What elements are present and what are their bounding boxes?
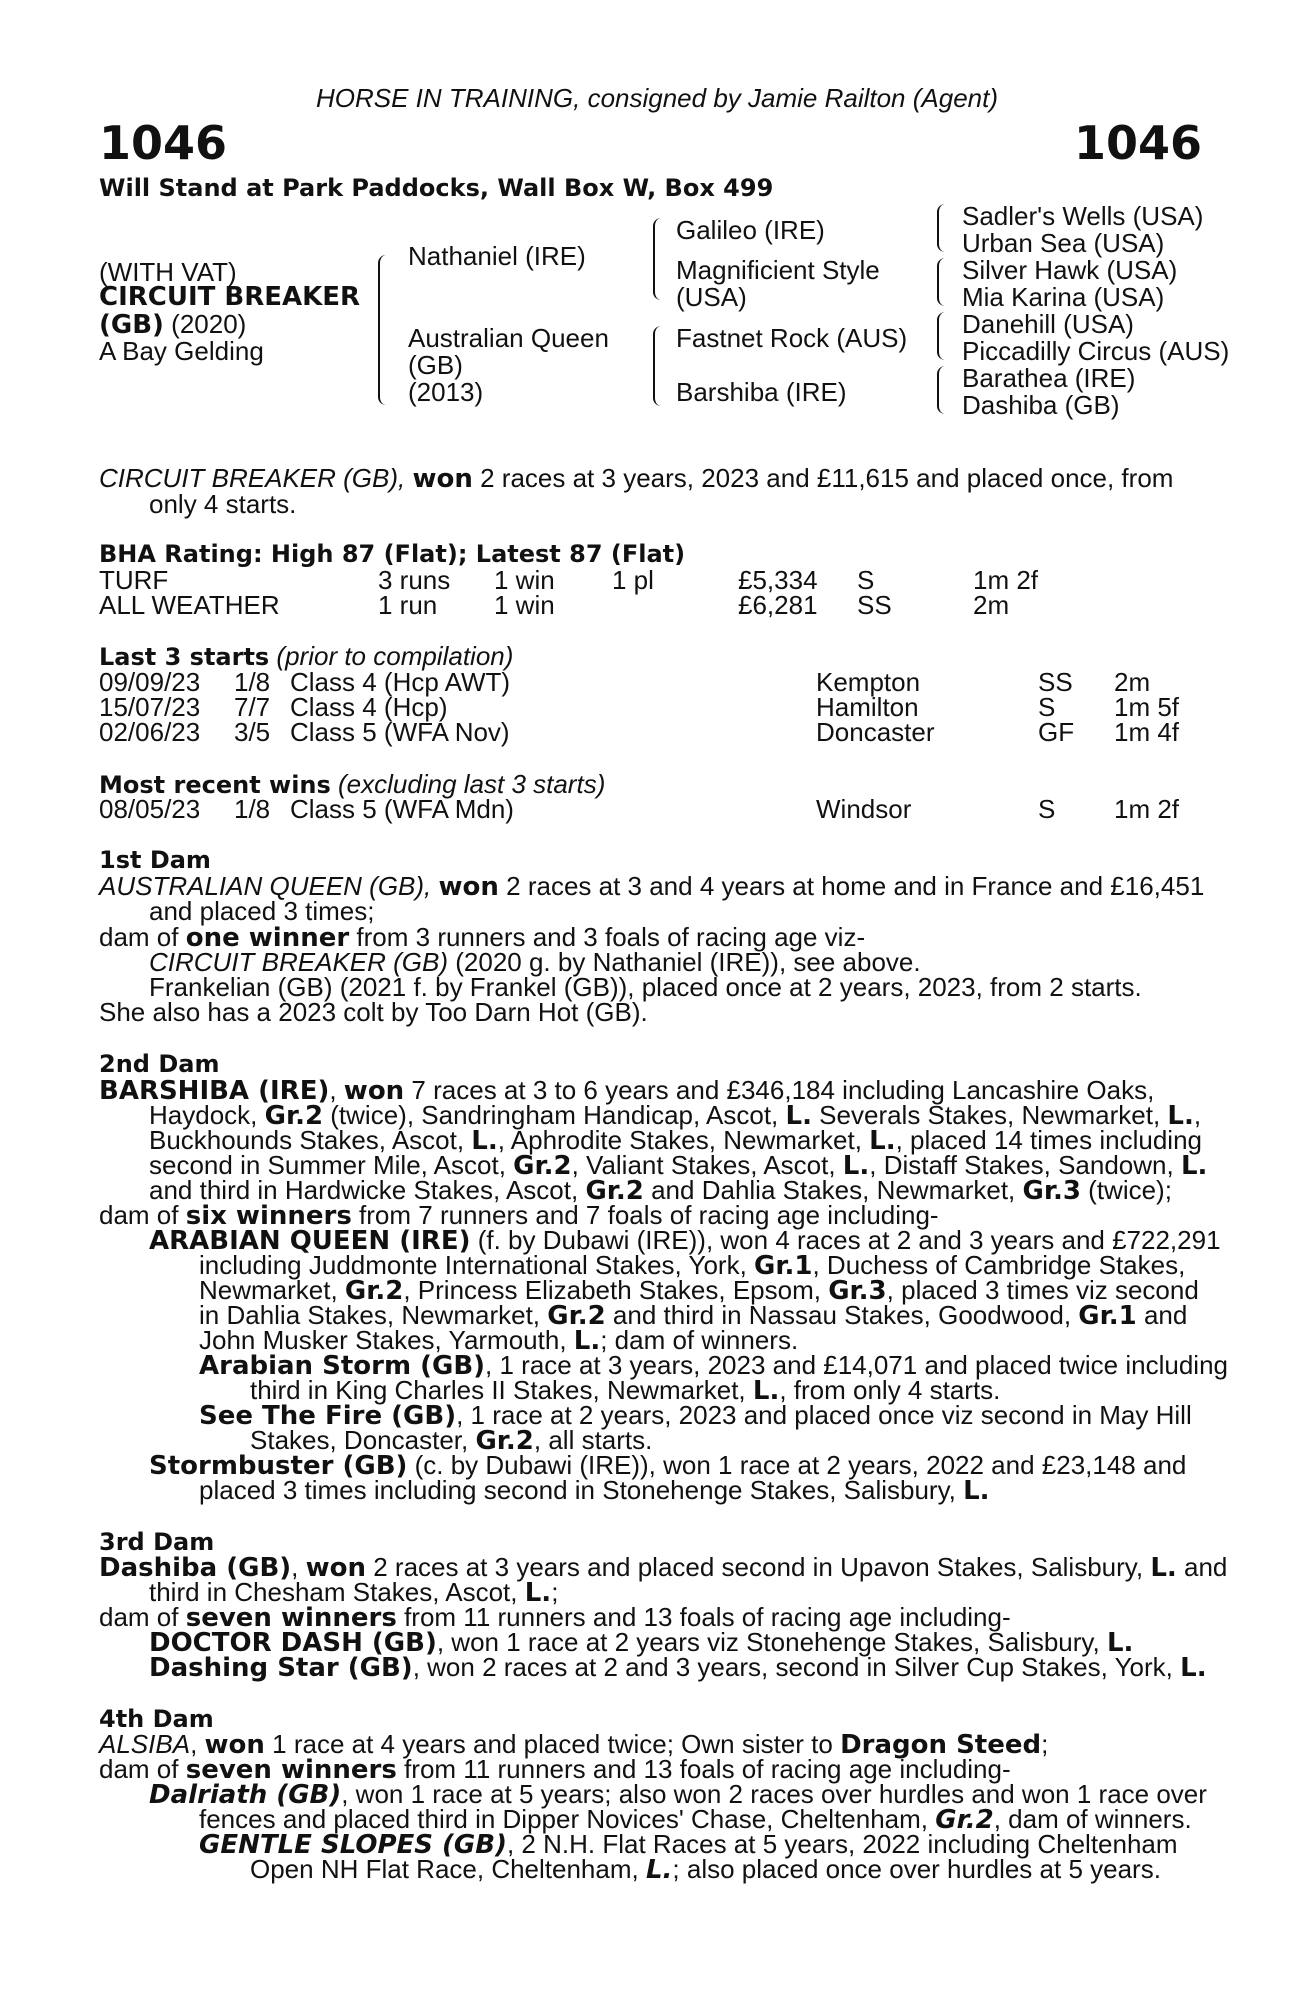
dam2-arabian-queen-4-seg: Gr.2	[547, 1301, 606, 1331]
dam1-damof2: from 3 runners and 3 foals of racing age viz-	[349, 922, 866, 952]
pedigree-brace-2a	[653, 218, 665, 300]
dam2-arabian-queen-2-seg: , Duchess of Cambridge Stakes,	[812, 1250, 1186, 1280]
last3-class: Class 4 (Hcp)	[290, 692, 448, 722]
summary-text-1: 2 races at 3 years, 2023 and £11,615 and placed once, from	[472, 463, 1174, 493]
summary-won: won	[412, 464, 473, 494]
dam3-dashing-star	[149, 1652, 1207, 1683]
dam2-line-3-seg: L.	[471, 1126, 498, 1156]
pedigree-brace-2b	[653, 326, 665, 406]
dam2-line-3-seg: , placed 14 times including	[895, 1125, 1202, 1155]
dam4-gentle-slopes-2-seg: Open NH Flat Race, Cheltenham,	[250, 1854, 646, 1884]
dam4-gentle-slopes-2-seg: L.	[645, 1855, 673, 1885]
dam4-dalriath-2-seg: fences and placed third in Dipper Novices' Chase, Cheltenham,	[199, 1804, 936, 1834]
dam4-gentle-slopes-1-seg: , 2 N.H. Flat Races at 5 years, 2022 including Cheltenham	[506, 1829, 1178, 1859]
dam4-dalriath-2-seg: Gr.2	[935, 1805, 994, 1835]
location-line: Will Stand at Park Paddocks, Wall Box W, Box 499	[99, 174, 774, 202]
dam4-line-1-seg: 1 race at 4 years and placed twice; Own sister to	[264, 1729, 841, 1759]
dam3-doctor-dash-seg: , won 1 race at 2 years viz Stonehenge Stakes, Salisbury,	[436, 1627, 1107, 1657]
dam4-damof-seg: seven winners	[185, 1755, 397, 1785]
pedigree-sire-dam-line2: (USA)	[676, 282, 747, 312]
dam3-line-1-seg: 2 races at 3 years and placed second in Upavon Stakes, Salisbury,	[366, 1552, 1151, 1582]
dam2-stormbuster-2-seg: placed 3 times including second in Stonehenge Stakes, Salisbury,	[199, 1475, 964, 1505]
dam2-see-the-fire-1-seg: See The Fire (GB)	[199, 1401, 457, 1431]
pedigree-dam-line1: Australian Queen	[408, 323, 609, 353]
dam2-line-2-seg: Severals Stakes, Newmarket,	[811, 1100, 1168, 1130]
recent-going: S	[1038, 794, 1056, 824]
pedigree-dam-dam: Barshiba (IRE)	[676, 377, 847, 407]
horse-description: A Bay Gelding	[99, 336, 264, 366]
pedigree-brace-3b	[937, 258, 949, 306]
dam2-line-2-seg: Gr.2	[264, 1101, 324, 1131]
recent-date: 08/05/23	[99, 794, 201, 824]
dam1-heading: 1st Dam	[99, 846, 211, 874]
rating-placed: 1 pl	[612, 565, 654, 595]
dam4-line-1-seg: Dragon Steed	[840, 1730, 1042, 1760]
dam2-line-5-seg: and Dahlia Stakes, Newmarket,	[643, 1175, 1023, 1205]
dam2-line-2-seg: (twice), Sandringham Handicap, Ascot,	[323, 1100, 786, 1130]
pedigree-g3-2: Urban Sea (USA)	[962, 228, 1165, 258]
dam2-line-1-seg: ,	[329, 1075, 344, 1105]
pedigree-brace-3d	[937, 366, 949, 414]
dam2-line-5-seg: Gr.3	[1022, 1176, 1081, 1206]
last3-course: Hamilton	[816, 692, 919, 722]
dam3-line-2-seg: third in Chesham Stakes, Ascot,	[149, 1577, 525, 1607]
dam2-arabian-storm-2-seg: third in King Charles II Stakes, Newmarket,	[250, 1375, 753, 1405]
rating-title: BHA Rating: High 87 (Flat); Latest 87 (Flat)	[99, 540, 686, 568]
dam3-damof-seg: from 11 runners and 13 foals of racing age including-	[396, 1602, 1011, 1632]
dam2-arabian-queen-3-seg: Gr.3	[828, 1276, 887, 1306]
pedigree-dam-line2: (GB)	[408, 350, 463, 380]
dam3-line-1-seg: won	[305, 1553, 367, 1583]
dam2-stormbuster-1-seg: (c. by Dubawi (IRE)), won 1 race at 2 years, 2022 and £23,148 and	[407, 1450, 1187, 1480]
last3-distance: 2m	[1114, 667, 1151, 697]
rating-wins: 1 win	[494, 590, 555, 620]
dam2-line-2-seg: L.	[785, 1101, 812, 1131]
last3-position: 3/5	[234, 717, 271, 747]
dam2-line-1-seg: BARSHIBA (IRE)	[99, 1076, 330, 1106]
dam3-doctor-dash-seg: DOCTOR DASH (GB)	[149, 1628, 437, 1658]
dam2-stormbuster-1-seg: Stormbuster (GB)	[149, 1451, 408, 1481]
dam2-arabian-queen-3-seg: Gr.2	[344, 1276, 404, 1306]
dam2-line-4-seg: , Distaff Stakes, Sandown,	[869, 1150, 1181, 1180]
dam2-line-3-seg: L.	[869, 1126, 896, 1156]
dam2-arabian-queen-5-seg: L.	[573, 1326, 601, 1356]
recent-class: Class 5 (WFA Mdn)	[290, 794, 514, 824]
dam2-arabian-queen-3-seg: Newmarket,	[199, 1275, 345, 1305]
dam4-line-1-seg: won	[204, 1730, 265, 1760]
last3-distance: 1m 4f	[1114, 717, 1180, 747]
pedigree-sire-dam-line1: Magnificient Style	[676, 255, 880, 285]
dam4-gentle-slopes-2	[250, 1854, 1161, 1885]
dam3-line-1-seg: and	[1176, 1552, 1228, 1582]
pedigree-dam-line3: (2013)	[408, 377, 484, 407]
dam2-line-5-seg: and third in Hardwicke Stakes, Ascot,	[149, 1175, 586, 1205]
dam1-text-2: and placed 3 times;	[149, 896, 375, 926]
dam1-text-1: 2 races at 3 and 4 years at home and in France and £16,451	[498, 871, 1205, 901]
dam2-arabian-queen-5-seg: John Musker Stakes, Yarmouth,	[199, 1325, 574, 1355]
pedigree-g3-4: Mia Karina (USA)	[962, 282, 1165, 312]
last3-class: Class 4 (Hcp AWT)	[290, 667, 511, 697]
dam2-line-4-seg: L.	[842, 1151, 870, 1181]
dam2-line-1-seg: won	[343, 1076, 405, 1106]
pedigree-sire-sire: Galileo (IRE)	[676, 215, 825, 245]
summary-text-2: only 4 starts.	[149, 489, 297, 519]
last3-distance: 1m 5f	[1114, 692, 1180, 722]
dam1-name: AUSTRALIAN QUEEN (GB),	[99, 871, 432, 901]
pedigree-brace-3c	[937, 312, 949, 360]
dam2-see-the-fire-2-seg: , all starts.	[533, 1425, 653, 1455]
rating-wins: 1 win	[494, 565, 555, 595]
dam2-arabian-queen-4-seg: in Dahlia Stakes, Newmarket,	[199, 1300, 548, 1330]
dam3-doctor-dash-seg: L.	[1106, 1628, 1134, 1658]
dam2-arabian-queen-4-seg: and third in Nassau Stakes, Goodwood,	[605, 1300, 1079, 1330]
vat-label: (WITH VAT)	[99, 257, 237, 287]
rating-going: SS	[857, 590, 892, 620]
rating-distance: 2m	[973, 590, 1010, 620]
dam2-line-2-seg: ,	[1193, 1100, 1202, 1130]
dam2-line-4-seg: L.	[1180, 1151, 1208, 1181]
dam2-line-3-seg: , Aphrodite Stakes, Newmarket,	[497, 1125, 870, 1155]
dam2-heading: 2nd Dam	[99, 1050, 220, 1078]
rating-surface: ALL WEATHER	[99, 590, 280, 620]
last3-date: 09/09/23	[99, 667, 201, 697]
dam2-stormbuster-2	[199, 1475, 990, 1506]
rating-prize: £6,281	[738, 590, 818, 620]
dam2-arabian-storm-2-seg: , from only 4 starts.	[779, 1375, 1001, 1405]
last3-date: 15/07/23	[99, 692, 201, 722]
dam2-line-1-seg: 7 races at 3 to 6 years and £346,184 including Lancashire Oaks,	[404, 1075, 1155, 1105]
pedigree-g3-3: Silver Hawk (USA)	[962, 255, 1178, 285]
dam3-dashing-star-seg: , won 2 races at 2 and 3 years, second in Silver Cup Stakes, York,	[412, 1652, 1181, 1682]
recent-title: Most recent wins	[99, 771, 331, 799]
dam2-arabian-queen-3-seg: , placed 3 times viz second	[886, 1275, 1199, 1305]
rating-going: S	[857, 565, 875, 595]
dam2-see-the-fire-2-seg: Stakes, Doncaster,	[250, 1425, 476, 1455]
dam3-heading: 3rd Dam	[99, 1528, 215, 1556]
last3-title: Last 3 starts	[99, 643, 270, 671]
dam2-arabian-queen-5-seg: ; dam of winners.	[600, 1325, 799, 1355]
pedigree-g3-8: Dashiba (GB)	[962, 390, 1120, 420]
recent-course: Windsor	[816, 794, 912, 824]
dam4-gentle-slopes-1-seg: GENTLE SLOPES (GB)	[199, 1830, 507, 1860]
consignment-line: HORSE IN TRAINING, consigned by Jamie Railton (Agent)	[315, 83, 999, 113]
recent-position: 1/8	[234, 794, 271, 824]
dam1-winners: one winner	[185, 923, 350, 953]
dam2-line-2-seg: L.	[1167, 1101, 1194, 1131]
dam3-line-2-seg: ;	[551, 1577, 559, 1607]
dam1-progeny-3: She also has a 2023 colt by Too Darn Hot (GB).	[99, 997, 648, 1027]
recent-note: (excluding last 3 starts)	[330, 769, 606, 799]
dam2-stormbuster-2-seg: L.	[963, 1476, 990, 1506]
dam2-arabian-storm-2-seg: L.	[752, 1376, 780, 1406]
dam4-gentle-slopes-2-seg: ; also placed once over hurdles at 5 years.	[672, 1854, 1161, 1884]
pedigree-brace-3a	[937, 204, 949, 252]
last3-position: 1/8	[234, 667, 271, 697]
dam1-progeny-2: Frankelian (GB) (2021 f. by Frankel (GB)), placed once at 2 years, 2023, from 2 starts.	[149, 972, 1142, 1002]
dam2-arabian-queen-2-seg: Gr.1	[754, 1251, 813, 1281]
pedigree-g3-1: Sadler's Wells (USA)	[962, 201, 1204, 231]
dam2-line-5-seg: (twice);	[1080, 1175, 1172, 1205]
dam2-line-4-seg: second in Summer Mile, Ascot,	[149, 1150, 514, 1180]
last3-date: 02/06/23	[99, 717, 201, 747]
recent-distance: 1m 2f	[1114, 794, 1180, 824]
last3-going: GF	[1038, 717, 1075, 747]
pedigree-dam-sire: Fastnet Rock (AUS)	[676, 323, 908, 353]
dam2-line-4-seg: Gr.2	[513, 1151, 572, 1181]
horse-origin: (GB)	[99, 310, 164, 340]
dam4-line-1-seg: ;	[1041, 1729, 1049, 1759]
dam3-line-1-seg: L.	[1150, 1553, 1177, 1583]
dam2-arabian-queen-4-seg: and	[1136, 1300, 1188, 1330]
dam2-arabian-storm-1-seg: , 1 race at 3 years, 2023 and £14,071 and placed twice including	[485, 1350, 1228, 1380]
dam2-arabian-queen-3-seg: , Princess Elizabeth Stakes, Epsom,	[403, 1275, 829, 1305]
dam1-damof: dam of	[99, 922, 186, 952]
summary-horse-name: CIRCUIT BREAKER (GB),	[99, 463, 406, 493]
dam2-line-4-seg: , Valiant Stakes, Ascot,	[571, 1150, 843, 1180]
last3-class: Class 5 (WFA Nov)	[290, 717, 510, 747]
dam2-arabian-queen-1-seg: ARABIAN QUEEN (IRE)	[149, 1226, 471, 1256]
dam2-arabian-storm-1-seg: Arabian Storm (GB)	[199, 1351, 486, 1381]
dam4-dalriath-1-seg: , won 1 race at 5 years; also won 2 races over hurdles and won 1 race over	[341, 1779, 1207, 1809]
dam4-dalriath-2-seg: , dam of winners.	[993, 1804, 1192, 1834]
pedigree-brace-1	[378, 255, 390, 405]
last3-course: Doncaster	[816, 717, 935, 747]
dam4-line-1-seg: ALSIBA	[99, 1729, 191, 1759]
dam3-line-1-seg: Dashiba (GB)	[99, 1553, 292, 1583]
dam3-line-2-seg: L.	[524, 1578, 552, 1608]
dam2-arabian-queen-1-seg: (f. by Dubawi (IRE)), won 4 races at 2 and 3 years and £722,291	[470, 1225, 1221, 1255]
dam3-dashing-star-seg: Dashing Star (GB)	[149, 1653, 413, 1683]
horse-origin-year	[99, 309, 247, 340]
dam2-line-5-seg: Gr.2	[585, 1176, 644, 1206]
dam2-arabian-queen-2-seg: including Juddmonte International Stakes, York,	[199, 1250, 755, 1280]
dam1-progeny-1-text: (2020 g. by Nathaniel (IRE)), see above.	[448, 947, 921, 977]
dam3-damof-seg: seven winners	[185, 1603, 397, 1633]
dam2-line-2-seg: Haydock,	[149, 1100, 265, 1130]
dam2-damof-seg: from 7 runners and 7 foals of racing age including-	[351, 1200, 939, 1230]
last3-going: S	[1038, 692, 1056, 722]
dam2-see-the-fire-1-seg: , 1 race at 2 years, 2023 and placed once viz second in May Hill	[456, 1400, 1192, 1430]
lot-number-right: 1046	[1073, 116, 1202, 170]
dam3-line-1-seg: ,	[291, 1552, 306, 1582]
pedigree-g3-5: Danehill (USA)	[962, 309, 1134, 339]
dam3-damof-seg: dam of	[99, 1602, 186, 1632]
dam4-heading: 4th Dam	[99, 1705, 214, 1733]
dam4-damof-seg: dam of	[99, 1754, 186, 1784]
rating-runs: 3 runs	[378, 565, 451, 595]
dam4-line-1-seg: ,	[190, 1729, 205, 1759]
rating-distance: 1m 2f	[973, 565, 1039, 595]
dam3-dashing-star-seg: L.	[1180, 1653, 1207, 1683]
pedigree-g3-7: Barathea (IRE)	[962, 363, 1136, 393]
last3-going: SS	[1038, 667, 1073, 697]
rating-prize: £5,334	[738, 565, 818, 595]
pedigree-g3-6: Piccadilly Circus (AUS)	[962, 336, 1230, 366]
lot-number-left: 1046	[99, 116, 228, 170]
dam2-see-the-fire-2-seg: Gr.2	[475, 1426, 534, 1456]
dam2-damof-seg: six winners	[185, 1201, 352, 1231]
dam2-arabian-queen-4-seg: Gr.1	[1078, 1301, 1137, 1331]
last3-note: (prior to compilation)	[269, 641, 514, 671]
rating-surface: TURF	[99, 565, 169, 595]
dam4-dalriath-1-seg: Dalriath (GB)	[149, 1780, 342, 1810]
dam2-damof-seg: dam of	[99, 1200, 186, 1230]
dam2-line-3-seg: Buckhounds Stakes, Ascot,	[149, 1125, 472, 1155]
horse-name: CIRCUIT BREAKER	[99, 282, 361, 312]
rating-runs: 1 run	[378, 590, 438, 620]
dam1-progeny-1-name: CIRCUIT BREAKER (GB)	[149, 947, 449, 977]
last3-position: 7/7	[234, 692, 271, 722]
last3-course: Kempton	[816, 667, 921, 697]
pedigree-sire: Nathaniel (IRE)	[408, 241, 586, 271]
horse-year: (2020)	[171, 309, 247, 339]
dam1-won: won	[438, 872, 499, 902]
dam4-damof-seg: from 11 runners and 13 foals of racing age including-	[396, 1754, 1011, 1784]
